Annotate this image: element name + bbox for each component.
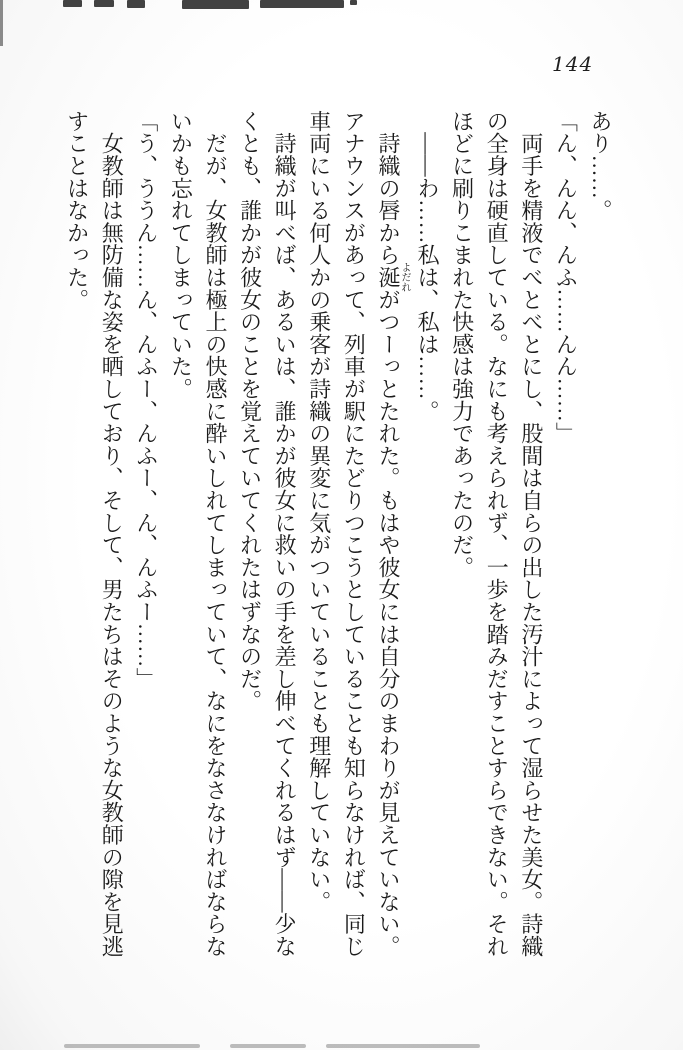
scan-mark (94, 0, 114, 7)
text-segment: 詩織の唇から (375, 110, 401, 267)
page-number: 144 (552, 52, 594, 76)
text-line: だが、女教師は極上の快感に酔いしれてしまっていて、なにをなさなければならな (202, 110, 228, 958)
ruby-text: よだれ (398, 262, 410, 293)
text-line: アナウンスがあって、列車が駅にたどりつこうとしていることも知らなければ、同じ (341, 110, 367, 958)
text-line: 車両にいる何人かの乗客が詩織の異変に気がついていることも理解していない。 (306, 110, 332, 913)
ruby-annotation (375, 262, 410, 293)
text-line: 「う、ううん……ん、んふー、んふー、ん、んふー……」 (133, 110, 159, 690)
scan-streak (64, 1044, 200, 1048)
text-line: 女教師は無防備な姿を晒しており、そして、男たちはそのような女教師の隙を見逃 (99, 110, 125, 958)
text-line: あり……。 (588, 110, 613, 222)
scan-streak (230, 1044, 306, 1048)
text-line: ――わ……私は、私は……。 (415, 110, 441, 423)
text-line-with-ruby (370, 110, 410, 958)
text-line: ほどに刷りこまれた快感は強力であったのだ。 (449, 110, 475, 579)
text-line: すことはなかった。 (64, 110, 90, 311)
text-line: 「ん、んん、んふ……んん……」 (553, 110, 579, 445)
scan-mark (127, 0, 145, 8)
text-line: 詩織が叫べば、あるいは、誰かが彼女に救いの手を差し伸べてくれるはず――少な (272, 110, 298, 958)
text-line: いかも忘れてしまっていた。 (168, 110, 194, 400)
scan-mark (182, 0, 249, 9)
text-segment: がつーっとたれた。もはや彼女には自分のまわりが見えていない。 (375, 288, 401, 958)
scan-mark (350, 0, 357, 5)
text-line: の全身は硬直している。なにも考えられず、一歩を踏みだすことすらできない。それ (484, 110, 510, 958)
text-line: くとも、誰かが彼女のことを覚えていてくれたはずなのだ。 (237, 110, 263, 713)
page-edge-shadow (0, 0, 3, 46)
text-line: 両手を精液でべとべとにし、股間は自らの出した汚汁によって湿らせた美女。詩織 (518, 110, 544, 958)
body-text (59, 110, 617, 958)
ruby-base: 涎 (375, 262, 401, 293)
scan-streak (326, 1044, 480, 1048)
scan-mark (260, 0, 344, 8)
scan-mark (63, 0, 82, 7)
